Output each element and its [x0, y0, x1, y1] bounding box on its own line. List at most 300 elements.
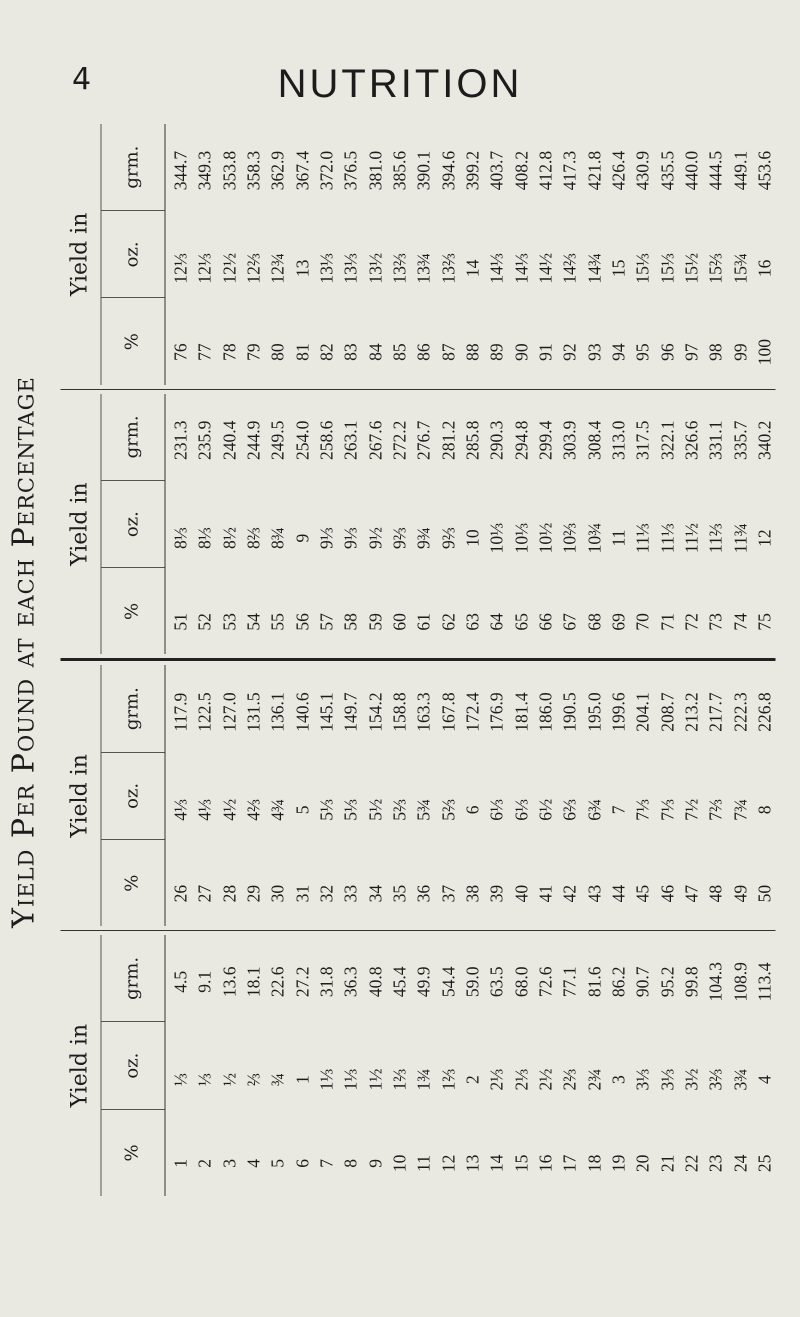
ounces-cell: 3¾ — [729, 1068, 750, 1091]
panel-rows — [165, 935, 775, 1196]
percent-cell: 77 — [194, 343, 215, 361]
grams-cell: 440.0 — [680, 150, 701, 191]
grams-cell: 421.8 — [583, 150, 604, 191]
percent-cell: 44 — [607, 884, 628, 903]
table-row — [412, 124, 434, 385]
percent-cell: 81 — [291, 343, 312, 361]
table-row — [266, 124, 288, 385]
percent-cell: 43 — [583, 884, 604, 903]
grams-cell: 222.3 — [729, 692, 750, 732]
ounces-cell: 6¾ — [583, 798, 604, 821]
percent-cell: 67 — [559, 613, 580, 631]
table-row — [291, 666, 313, 927]
ounces-cell: 10¾ — [583, 522, 604, 554]
grams-cell: 140.6 — [291, 692, 312, 732]
grams-cell: 399.2 — [461, 150, 482, 191]
table-row — [729, 666, 751, 927]
grams-cell: 308.4 — [583, 420, 604, 460]
table-row — [412, 394, 434, 655]
grams-cell: 353.8 — [218, 150, 239, 191]
percent-cell: 53 — [218, 613, 239, 631]
grams-cell: 31.8 — [315, 966, 336, 998]
table-row — [753, 394, 775, 655]
percent-cell: 24 — [729, 1154, 750, 1173]
percent-cell: 60 — [388, 613, 409, 631]
ounces-cell: 1⅓ — [340, 1068, 361, 1091]
percent-cell: 93 — [583, 343, 604, 361]
table-row — [583, 124, 605, 385]
ounces-column-header: oz. — [101, 481, 164, 568]
grams-cell: 108.9 — [729, 962, 750, 1002]
yield-table-container — [60, 120, 775, 1200]
page-number: 4 — [72, 62, 92, 97]
percent-cell: 54 — [242, 613, 263, 631]
percent-cell: 70 — [632, 613, 653, 631]
grams-cell: 68.0 — [510, 966, 531, 998]
percent-cell: 34 — [364, 884, 385, 903]
table-row — [291, 935, 313, 1196]
ounces-cell: 13⅓ — [315, 253, 336, 284]
table-row — [558, 935, 580, 1196]
grams-cell: 276.7 — [413, 420, 434, 460]
percent-cell: 28 — [218, 884, 239, 903]
percent-cell: 9 — [364, 1159, 385, 1168]
grams-cell: 81.6 — [583, 966, 604, 998]
grams-cell: 435.5 — [656, 150, 677, 191]
table-row — [242, 394, 264, 655]
table-row — [315, 935, 337, 1196]
grams-cell: 208.7 — [656, 692, 677, 732]
percent-cell: 97 — [680, 343, 701, 361]
percent-cell: 3 — [218, 1159, 239, 1168]
yield-table — [60, 120, 775, 1200]
ounces-cell: 5⅓ — [340, 798, 361, 821]
table-panel — [60, 389, 775, 659]
grams-cell: 235.9 — [194, 420, 215, 460]
ounces-cell: 11⅓ — [632, 523, 653, 554]
percent-cell: 71 — [656, 613, 677, 631]
percent-cell: 38 — [461, 884, 482, 903]
percent-cell: 85 — [388, 343, 409, 361]
table-row — [461, 394, 483, 655]
grams-cell: 240.4 — [218, 420, 239, 460]
table-row — [656, 666, 678, 927]
ounces-cell: 3⅓ — [656, 1068, 677, 1091]
percent-cell: 87 — [437, 343, 458, 361]
ounces-cell: 9⅓ — [315, 527, 336, 550]
table-row — [437, 124, 459, 385]
table-row — [437, 666, 459, 927]
table-row — [704, 124, 726, 385]
yield-in-heading: Yield in — [60, 394, 101, 655]
percent-cell: 48 — [705, 884, 726, 903]
grams-cell: 199.6 — [607, 692, 628, 732]
percent-cell: 66 — [534, 613, 555, 631]
percent-cell: 90 — [510, 343, 531, 361]
ounces-cell: 6 — [461, 805, 482, 815]
percent-cell: 29 — [242, 884, 263, 903]
grams-cell: 367.4 — [291, 150, 312, 191]
ounces-cell: 12½ — [218, 253, 239, 284]
table-row — [753, 124, 775, 385]
ounces-cell: 12⅓ — [194, 253, 215, 284]
ounces-cell: 7⅓ — [632, 798, 653, 821]
column-headers — [101, 394, 164, 655]
grams-cell: 358.3 — [242, 150, 263, 191]
table-row — [266, 394, 288, 655]
ounces-cell: 15⅔ — [705, 253, 726, 284]
side-heading: Yield Per Pound at each Percentage — [6, 376, 42, 928]
ounces-cell: 14⅔ — [559, 253, 580, 284]
grams-cell: 113.4 — [753, 962, 774, 1002]
grams-cell: 317.5 — [632, 420, 653, 460]
percent-cell: 72 — [680, 613, 701, 631]
grams-cell: 376.5 — [340, 150, 361, 191]
table-row — [558, 124, 580, 385]
ounces-cell: 2⅓ — [510, 1068, 531, 1091]
table-row — [291, 124, 313, 385]
ounces-cell: 13⅔ — [437, 253, 458, 284]
grams-column-header: grm. — [101, 666, 164, 753]
grams-cell: 258.6 — [315, 420, 336, 460]
table-row — [169, 666, 191, 927]
table-row — [218, 935, 240, 1196]
column-headers — [101, 935, 164, 1196]
grams-cell: 158.8 — [388, 692, 409, 732]
ounces-cell: 5⅔ — [388, 798, 409, 821]
table-row — [339, 394, 361, 655]
ounces-cell: ¾ — [267, 1073, 288, 1087]
ounces-cell: 15⅓ — [656, 253, 677, 284]
table-row — [558, 394, 580, 655]
ounces-cell: 4¾ — [267, 798, 288, 821]
panel-header — [60, 666, 165, 927]
percent-cell: 99 — [729, 343, 750, 361]
table-row — [461, 124, 483, 385]
percent-cell: 16 — [534, 1154, 555, 1173]
ounces-column-header: oz. — [101, 1023, 164, 1110]
side-heading-container — [2, 172, 46, 1132]
percent-column-header: % — [121, 333, 142, 351]
percent-cell: 96 — [656, 343, 677, 361]
percent-cell: 58 — [340, 613, 361, 631]
table-row — [729, 935, 751, 1196]
percent-cell: 55 — [267, 613, 288, 631]
grams-cell: 272.2 — [388, 420, 409, 460]
grams-cell: 90.7 — [632, 966, 653, 998]
ounces-cell: 1¾ — [413, 1068, 434, 1091]
grams-cell: 22.6 — [267, 966, 288, 998]
percent-cell: 45 — [632, 884, 653, 903]
panel-header — [60, 394, 165, 655]
table-row — [534, 124, 556, 385]
ounces-cell: 13⅔ — [388, 253, 409, 284]
ounces-cell: 8⅓ — [194, 527, 215, 550]
percent-cell: 78 — [218, 343, 239, 361]
ounces-cell: 13 — [291, 259, 312, 278]
grams-cell: 131.5 — [242, 692, 263, 732]
table-row — [364, 394, 386, 655]
table-row — [656, 935, 678, 1196]
percent-cell: 15 — [510, 1154, 531, 1173]
grams-column-header: grm. — [101, 935, 164, 1022]
grams-cell: 163.3 — [413, 692, 434, 732]
grams-cell: 390.1 — [413, 150, 434, 191]
ounces-cell: 16 — [753, 259, 774, 278]
grams-cell: 322.1 — [656, 420, 677, 460]
percent-cell: 51 — [170, 613, 190, 631]
grams-cell: 86.2 — [607, 966, 628, 998]
percent-cell: 32 — [315, 884, 336, 903]
percent-cell: 62 — [437, 613, 458, 631]
percent-cell: 8 — [340, 1159, 361, 1168]
table-row — [631, 124, 653, 385]
table-row — [607, 666, 629, 927]
percent-cell: 42 — [559, 884, 580, 903]
grams-cell: 217.7 — [705, 692, 726, 732]
percent-cell: 98 — [705, 343, 726, 361]
percent-cell: 57 — [315, 613, 336, 631]
ounces-cell: 15⅓ — [632, 253, 653, 284]
grams-cell: 299.4 — [534, 420, 555, 460]
grams-cell: 331.1 — [705, 420, 726, 460]
grams-cell: 4.5 — [170, 970, 190, 993]
percent-cell: 37 — [437, 884, 458, 903]
ounces-cell: 12¾ — [267, 253, 288, 284]
ounces-cell: 4⅓ — [170, 798, 190, 821]
percent-cell: 100 — [753, 339, 774, 366]
percent-cell: 89 — [486, 343, 507, 361]
grams-cell: 154.2 — [364, 692, 385, 732]
grams-cell: 127.0 — [218, 692, 239, 732]
table-row — [437, 394, 459, 655]
table-panel — [60, 659, 775, 931]
table-panel — [60, 120, 775, 389]
ounces-cell: 10⅔ — [559, 522, 580, 554]
grams-cell: 63.5 — [486, 966, 507, 998]
ounces-cell: 13½ — [364, 253, 385, 284]
percent-cell: 64 — [486, 613, 507, 631]
table-row — [607, 935, 629, 1196]
table-row — [388, 394, 410, 655]
percent-cell: 21 — [656, 1154, 677, 1173]
table-row — [315, 394, 337, 655]
table-row — [534, 935, 556, 1196]
ounces-cell: 4⅔ — [242, 798, 263, 821]
table-row — [704, 394, 726, 655]
ounces-cell: 10 — [461, 529, 482, 547]
grams-cell: 244.9 — [242, 420, 263, 460]
grams-cell: 285.8 — [461, 420, 482, 460]
table-row — [485, 666, 507, 927]
table-row — [291, 394, 313, 655]
table-row — [242, 124, 264, 385]
grams-cell: 172.4 — [461, 692, 482, 732]
percent-cell: 4 — [242, 1159, 263, 1168]
yield-in-heading: Yield in — [60, 124, 101, 385]
ounces-column-header: oz. — [101, 753, 164, 840]
percent-cell: 10 — [388, 1154, 409, 1173]
grams-cell: 104.3 — [705, 962, 726, 1002]
ounces-cell: 4½ — [218, 798, 239, 821]
percent-cell: 52 — [194, 613, 215, 631]
percent-cell: 35 — [388, 884, 409, 903]
percent-cell: 88 — [461, 343, 482, 361]
table-row — [510, 124, 532, 385]
grams-cell: 181.4 — [510, 692, 531, 732]
table-row — [631, 666, 653, 927]
percent-cell: 69 — [607, 613, 628, 631]
table-row — [388, 935, 410, 1196]
grams-cell: 254.0 — [291, 420, 312, 460]
percent-cell: 80 — [267, 343, 288, 361]
grams-cell: 136.1 — [267, 692, 288, 732]
table-row — [339, 935, 361, 1196]
ounces-cell: 5¾ — [413, 798, 434, 821]
table-row — [729, 394, 751, 655]
percent-cell: 59 — [364, 613, 385, 631]
table-row — [218, 394, 240, 655]
percent-cell: 36 — [413, 884, 434, 903]
ounces-cell: ⅓ — [170, 1073, 190, 1087]
ounces-cell: 2½ — [534, 1068, 555, 1091]
table-row — [169, 124, 191, 385]
percent-cell: 22 — [680, 1154, 701, 1173]
grams-cell: 45.4 — [388, 966, 409, 998]
table-row — [631, 935, 653, 1196]
ounces-cell: 6½ — [534, 798, 555, 821]
grams-cell: 204.1 — [632, 692, 653, 732]
grams-cell: 313.0 — [607, 420, 628, 460]
grams-cell: 122.5 — [194, 692, 215, 732]
percent-cell: 7 — [315, 1159, 336, 1168]
ounces-cell: 15 — [607, 259, 628, 278]
percent-cell: 17 — [559, 1154, 580, 1173]
percent-cell: 5 — [267, 1159, 288, 1168]
panel-rows — [165, 394, 775, 655]
ounces-cell: 12 — [753, 529, 774, 547]
grams-cell: 9.1 — [194, 970, 215, 993]
percent-cell: 30 — [267, 884, 288, 903]
ounces-cell: 5½ — [364, 798, 385, 821]
grams-cell: 349.3 — [194, 150, 215, 191]
grams-cell: 40.8 — [364, 966, 385, 998]
table-row — [534, 394, 556, 655]
ounces-cell: 7⅓ — [656, 798, 677, 821]
grams-cell: 213.2 — [680, 692, 701, 732]
ounces-cell: 8⅔ — [242, 527, 263, 550]
grams-cell: 167.8 — [437, 692, 458, 732]
ounces-cell: 3⅔ — [705, 1068, 726, 1091]
ounces-cell: 8¾ — [267, 527, 288, 550]
ounces-cell: 3½ — [680, 1068, 701, 1091]
table-row — [485, 935, 507, 1196]
grams-cell: 190.5 — [559, 692, 580, 732]
percent-cell: 73 — [705, 613, 726, 631]
ounces-cell: 6⅔ — [559, 798, 580, 821]
ounces-cell: 14¾ — [583, 253, 604, 284]
table-row — [534, 666, 556, 927]
percent-cell: 94 — [607, 343, 628, 361]
grams-cell: 340.2 — [753, 420, 774, 460]
panel-rows — [165, 666, 775, 927]
grams-cell: 49.9 — [413, 966, 434, 998]
percent-cell: 12 — [437, 1154, 458, 1173]
ounces-cell: 3 — [607, 1075, 628, 1084]
ounces-cell: 2⅓ — [486, 1068, 507, 1091]
table-row — [266, 666, 288, 927]
table-row — [412, 935, 434, 1196]
grams-cell: 36.3 — [340, 966, 361, 998]
grams-cell: 18.1 — [242, 966, 263, 998]
ounces-cell: 10⅓ — [486, 522, 507, 554]
ounces-cell: 11⅔ — [705, 523, 726, 554]
grams-cell: 263.1 — [340, 420, 361, 460]
table-row — [510, 935, 532, 1196]
table-row — [388, 124, 410, 385]
percent-cell: 65 — [510, 613, 531, 631]
grams-cell: 72.6 — [534, 966, 555, 998]
percent-cell: 1 — [170, 1159, 190, 1168]
percent-cell: 74 — [729, 613, 750, 631]
grams-cell: 394.6 — [437, 150, 458, 191]
ounces-cell: 9⅔ — [388, 527, 409, 550]
percent-cell: 13 — [461, 1154, 482, 1173]
yield-in-heading: Yield in — [60, 666, 101, 927]
grams-column-header: grm. — [101, 124, 164, 211]
ounces-cell: 3⅓ — [632, 1068, 653, 1091]
table-row — [364, 124, 386, 385]
table-row — [680, 124, 702, 385]
percent-cell: 50 — [753, 884, 774, 903]
page-title: NUTRITION — [277, 62, 523, 106]
ounces-cell: 5⅔ — [437, 798, 458, 821]
column-headers — [101, 124, 164, 385]
table-row — [193, 394, 215, 655]
percent-cell: 25 — [753, 1154, 774, 1173]
panel-rows — [165, 124, 775, 385]
ounces-cell: 9⅓ — [340, 527, 361, 550]
percent-cell: 75 — [753, 613, 774, 631]
percent-cell: 23 — [705, 1154, 726, 1173]
percent-column-header: % — [121, 874, 142, 892]
grams-cell: 149.7 — [340, 692, 361, 732]
panel-header — [60, 124, 165, 385]
ounces-cell: 1⅔ — [388, 1068, 409, 1091]
table-row — [510, 394, 532, 655]
grams-column-header: grm. — [101, 394, 164, 481]
grams-cell: 186.0 — [534, 692, 555, 732]
ounces-cell: 4 — [753, 1075, 774, 1084]
percent-cell: 92 — [559, 343, 580, 361]
table-row — [753, 666, 775, 927]
ounces-cell: 1½ — [364, 1068, 385, 1091]
ounces-cell: 12⅔ — [242, 253, 263, 284]
table-row — [266, 935, 288, 1196]
ounces-cell: 7¾ — [729, 798, 750, 821]
table-row — [704, 666, 726, 927]
ounces-cell: 7⅔ — [705, 798, 726, 821]
table-row — [339, 666, 361, 927]
percent-cell: 47 — [680, 884, 701, 903]
table-row — [485, 124, 507, 385]
ounces-cell: 11 — [607, 529, 628, 547]
table-row — [680, 935, 702, 1196]
table-row — [412, 666, 434, 927]
grams-cell: 326.6 — [680, 420, 701, 460]
ounces-cell: 14 — [461, 259, 482, 278]
percent-cell: 79 — [242, 343, 263, 361]
